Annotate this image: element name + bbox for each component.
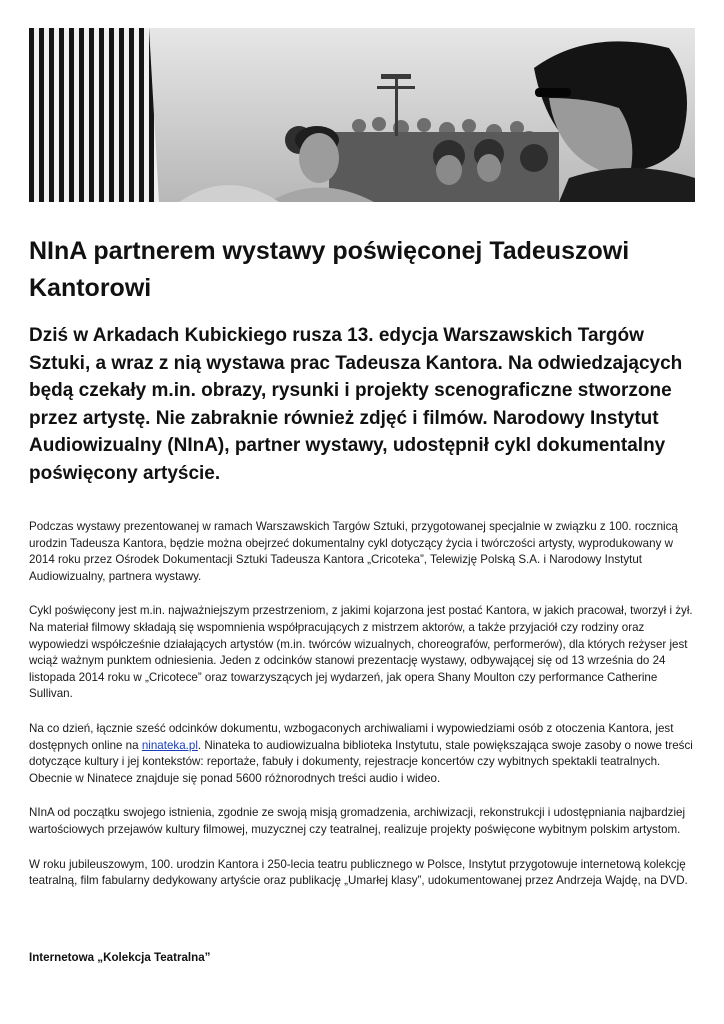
paragraph-3-text-before: Na co dzień, łącznie sześć odcinków dokumentu, wzbogaconych archiwaliami i wypowiedziami osób z otoczenia Kantora, jest dostępnych online na [29,721,674,752]
article-lead: Dziś w Arkadach Kubickiego rusza 13. edycja Warszawskich Targów Sztuki, a wraz z nią wystawa prac Tadeusza Kantora. Na odwiedzających będą czekały m.in. obrazy, rysunki i projekty scenograficzne stworzone przez artystę. Nie zabraknie również zdjęć i filmów. Narodowy Instytut Audiowizualny (NInA), partner wystawy, udostępnił cykl dokumentalny poświęcony artyście. [29,325,683,484]
article-body [29,519,697,908]
article-title: NInA partnerem wystawy poświęconej Tadeuszowi Kantorowi [29,237,630,302]
paragraph-3 [29,721,697,787]
paragraph-3-text-after: . Ninateka to audiowizualna biblioteka Instytutu, stale powiększająca swoje zasoby o nowe treści dotyczące kultury i jej kontekstów: reportaże, fabuły i dokumenty, rejestracje koncertów czy wybitnych spektakli teatralnych. Obecnie w Ninatece znajduje się ponad 5600 różnorodnych treści audio i wideo. [29,738,693,785]
paragraph-4: NInA od początku swojego istnienia, zgodnie ze swoją misją gromadzenia, archiwizacji, rekonstrukcji i udostępniania najbardziej wartościowych przejawów kultury filmowej, muzycznej czy teatralnej, realizuje projekty poświęcone wybitnym polskim artystom. [29,806,686,836]
crowd-photo-illustration [29,28,695,202]
hero-photo [29,28,695,202]
paragraph-5: W roku jubileuszowym, 100. urodzin Kantora i 250-lecia teatru publicznego w Polsce, Instytut przygotowuje internetową kolekcję teatralną, film fabularny dedykowany artyście oraz publikację „Umarłej klasy”, udokumentowanej przez Andrzeja Wajdę, na DVD. [29,857,688,888]
section-subheading: Internetowa „Kolekcja Teatralna” [29,951,211,964]
paragraph-1: Podczas wystawy prezentowanej w ramach Warszawskich Targów Sztuki, przygotowanej specjalnie w związku z 100. rocznicą urodzin Tadeusza Kantora, będzie można obejrzeć dokumentalny cykl dotyczący życia i twórczości artysty, wyprodukowany w 2014 roku przez Ośrodek Dokumentacji Sztuki Tadeusza Kantora „Cricoteka”, Telewizję Polską S.A. i Narodowy Instytut Audiowizualny, partnera wystawy. [29,520,678,583]
ninateka-link[interactable]: ninateka.pl [141,738,198,752]
paragraph-2: Cykl poświęcony jest m.in. najważniejszym przestrzeniom, z jakimi kojarzona jest postać Kantora, w jakich pracował, tworzył i żył. Na materiał filmowy składają się wspomnienia współpracujących z mistrzem aktorów, a także przyjaciół czy rodziny oraz wypowiedzi współcześnie działających artystów (m.in. twórców wizualnych, choreografów, performerów), dla których reżyser jest wciąż ważnym punktem odniesienia. Jeden z odcinków stanowi prezentację wystawy, odbywającej się od 13 września do 24 listopada 2014 roku w „Cricotece” oraz towarzyszących jej wydarzeń, jak opera Shany Moulton czy performance Catherine Sullivan. [29,604,693,701]
